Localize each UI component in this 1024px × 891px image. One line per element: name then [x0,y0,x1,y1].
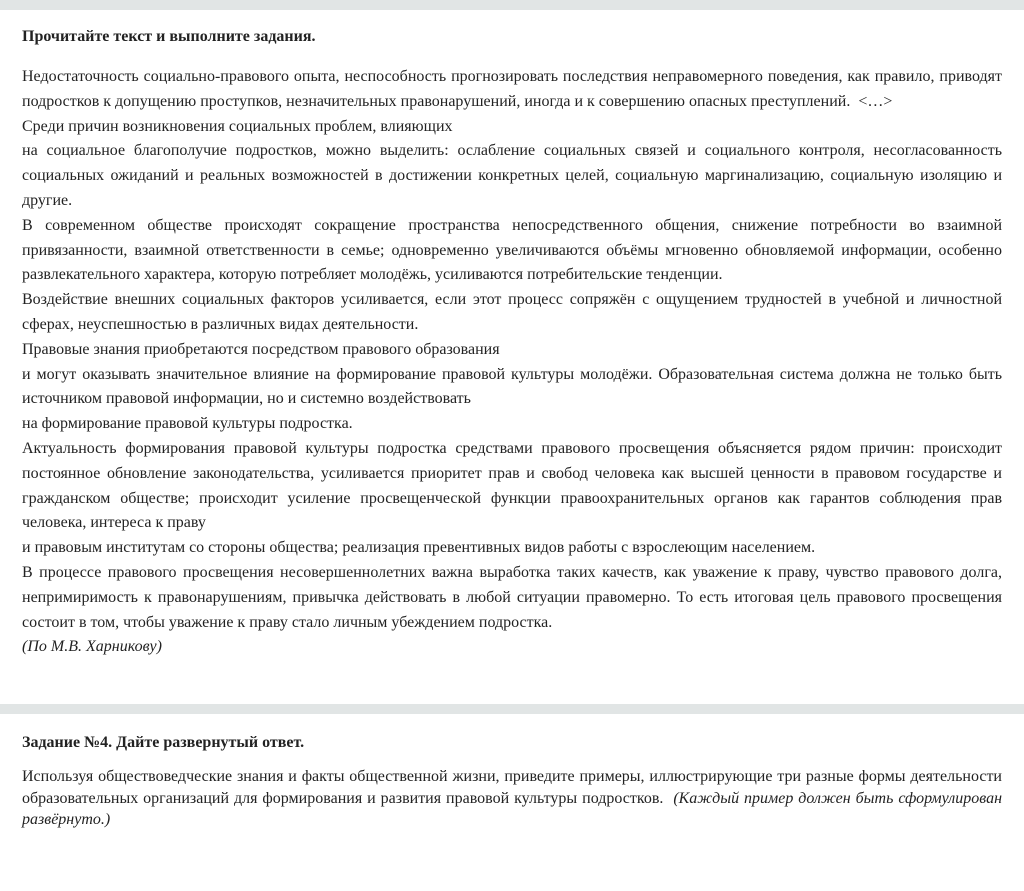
text-paragraph: Актуальность формирования правовой культуры подростка средствами правового просвещения объясняется рядом причин: происходит постоянное обновление законодательства, усиливается приоритет прав и свобод человека как высшей ценности в правовом государстве и гражданском обществе; происходит усиление просвещенческой функции правоохранительных органов как гарантов соблюдения прав человека, интереса к праву [22,439,1002,532]
reading-instruction: Прочитайте текст и выполните задания. [22,28,316,45]
task-question-note: (Каждый пример должен быть сформулирован развёрнуто.) [22,789,1003,829]
text-paragraph: В процессе правового просвещения несовершеннолетних важна выработка таких качеств, как уважение к праву, чувство правового долга, непримиримость к правонарушениям, привычка действовать в любой ситуации правомерно. То есть итоговая цель правового просвещения состоит в том, чтобы уважение к праву стало личным убеждением подростка. [22,563,1002,631]
reading-section [0,24,1024,660]
top-bar [0,0,1024,10]
text-paragraph: Правовые знания приобретаются посредством правового образования [22,340,500,358]
text-paragraph: на формирование правовой культуры подростка. [22,415,353,433]
text-paragraph: и правовым институтам со стороны общества; реализация превентивных видов работы с взрослеющим населением. [22,539,816,557]
task-section [0,730,1024,831]
task-title: Задание №4. Дайте развернутый ответ. [22,734,305,752]
reading-text [22,65,1002,660]
text-paragraph: Воздействие внешних социальных факторов усиливается, если этот процесс сопряжён с ощущением трудностей в учебной и личностной сферах, неуспешностью в различных видах деятельности. [22,291,1002,333]
text-paragraph: на социальное благополучие подростков, можно выделить: ослабление социальных связей и социального контроля, несогласованность социальных ожиданий и реальных возможностей в достижении конкретных целей, социальную маргинализацию, социальную изоляцию и другие. [22,142,1002,209]
text-paragraph: Недостаточность социально-правового опыта, неспособность прогнозировать последствия неправомерного поведения, как правило, приводят подростков к допущению проступков, незначительных правонарушений, иногда и к совершению опасных преступлений. <…> [22,68,1002,110]
task-question: Используя обществоведческие знания и факты общественной жизни, приведите примеры, иллюстрирующие три разные формы деятельности образовательных организаций для формирования и развития правовой культуры подростков. [22,768,1002,807]
task-question-block [22,766,1002,831]
section-divider [0,704,1024,714]
author-attribution: (По М.В. Харникову) [22,638,162,656]
text-paragraph: В современном обществе происходят сокращение пространства непосредственного общения, снижение потребности во взаимной привязанности, взаимной ответственности в семье; одновременно увеличиваются объёмы мгновенно обновляемой информации, особенно развлекательного характера, которую потребляет молодёжь, усиливаются потребительские тенденции. [22,216,1002,284]
text-paragraph: и могут оказывать значительное влияние на формирование правовой культуры молодёжи. Образовательная система должна не только быть источником правовой информации, но и системно воздействовать [22,365,1002,408]
text-paragraph: Среди причин возникновения социальных проблем, влияющих [22,117,453,135]
